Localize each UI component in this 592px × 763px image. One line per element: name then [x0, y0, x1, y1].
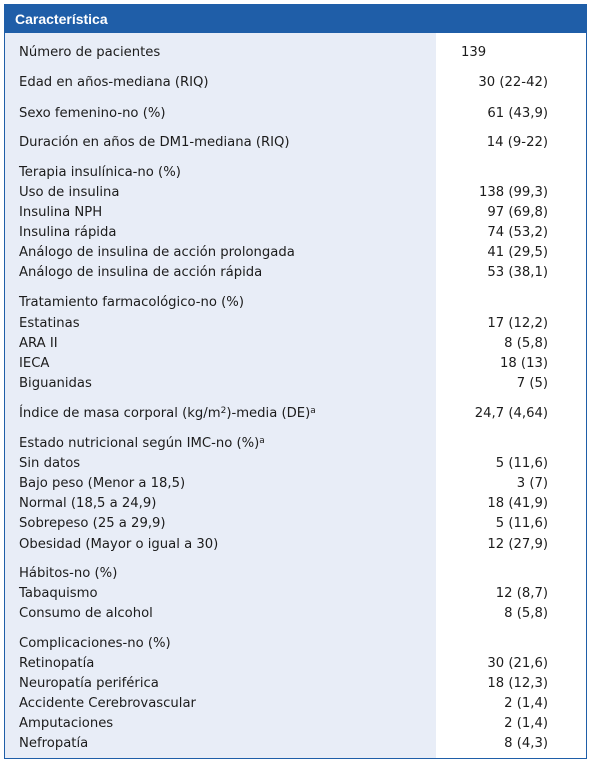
row-label: Edad en años-mediana (RIQ) [19, 75, 209, 90]
row-label: Insulina NPH [19, 205, 103, 220]
superscript: 2 [220, 406, 227, 416]
table-row [5, 734, 586, 754]
table-row [5, 374, 586, 394]
table-row [5, 654, 586, 674]
row-value: 2 (1,4) [504, 696, 548, 711]
row-value: 30 (22-42) [478, 75, 548, 90]
row-value: 8 (5,8) [504, 606, 548, 621]
row-value: 41 (29,5) [487, 245, 548, 260]
row-label: Nefropatía [19, 736, 89, 751]
table-row [5, 73, 586, 93]
row-label: Obesidad (Mayor o igual a 30) [19, 537, 219, 552]
row-label: Bajo peso (Menor a 18,5) [19, 476, 186, 491]
row-label: Análogo de insulina de acción prolongada [19, 245, 295, 260]
footnote-marker: a [259, 436, 265, 446]
row-label: Número de pacientes [19, 45, 161, 60]
table-row [5, 354, 586, 374]
row-label: ARA II [19, 336, 58, 351]
row-label: Terapia insulínica-no (%) [19, 165, 181, 180]
table-row [5, 243, 586, 263]
table-row [5, 163, 586, 183]
table-row [5, 434, 586, 454]
table-row [5, 584, 586, 604]
row-value: 5 (11,6) [495, 516, 548, 531]
table-row [5, 263, 586, 283]
row-label: IECA [19, 356, 50, 371]
row-label: Sobrepeso (25 a 29,9) [19, 516, 166, 531]
row-value: 7 (5) [516, 376, 548, 391]
row-label: Amputaciones [19, 716, 114, 731]
table-row [5, 183, 586, 203]
table-row [5, 223, 586, 243]
table-row [5, 494, 586, 514]
row-label: Insulina rápida [19, 225, 117, 240]
row-label: Estatinas [19, 316, 80, 331]
row-value: 3 (7) [516, 476, 548, 491]
table-row [5, 514, 586, 534]
row-label: Neuropatía periférica [19, 676, 159, 691]
table-row [5, 714, 586, 734]
table-row [5, 43, 586, 63]
table-row [5, 293, 586, 313]
row-value: 14 (9-22) [486, 135, 548, 150]
table-row [5, 334, 586, 354]
row-value: 8 (5,8) [504, 336, 548, 351]
table-header: Característica [5, 5, 586, 33]
table-row [5, 454, 586, 474]
row-value: 139 [461, 45, 487, 60]
row-value: 18 (12,3) [487, 676, 548, 691]
row-label: Sexo femenino-no (%) [19, 106, 166, 121]
table-row [5, 564, 586, 584]
table-row [5, 474, 586, 494]
table-row [5, 404, 586, 424]
row-label: Tratamiento farmacológico-no (%) [19, 295, 244, 310]
table-body [5, 33, 586, 758]
row-label: Consumo de alcohol [19, 606, 153, 621]
row-label: Uso de insulina [19, 185, 120, 200]
row-value: 61 (43,9) [487, 106, 548, 121]
row-value: 138 (99,3) [478, 185, 548, 200]
table-row [5, 674, 586, 694]
row-label: Duración en años de DM1-mediana (RIQ) [19, 135, 290, 150]
row-label: Índice de masa corporal $(kg/m^2)$-media (DE)$^a$ [19, 406, 316, 421]
table-row [5, 314, 586, 334]
footnote-marker: a [310, 406, 316, 416]
row-value: 8 (4,3) [504, 736, 548, 751]
table-row [5, 694, 586, 714]
table-row [5, 535, 586, 555]
row-label: Estado nutricional según IMC-no (%)$^a$ [19, 436, 265, 451]
characteristics-table [4, 4, 587, 759]
row-value: 17 (12,2) [487, 316, 548, 331]
table-row [5, 604, 586, 624]
row-label: Complicaciones-no (%) [19, 636, 171, 651]
row-label: Biguanidas [19, 376, 92, 391]
row-label: Análogo de insulina de acción rápida [19, 265, 263, 280]
row-value: 5 (11,6) [495, 456, 548, 471]
table-row [5, 203, 586, 223]
row-label: Hábitos-no (%) [19, 566, 118, 581]
row-value: 12 (27,9) [487, 537, 548, 552]
row-value: 2 (1,4) [504, 716, 548, 731]
row-value: 24,7 (4,64) [474, 406, 548, 421]
row-label: Normal (18,5 a 24,9) [19, 496, 157, 511]
row-value: 12 (8,7) [495, 586, 548, 601]
row-value: 18 (13) [499, 356, 548, 371]
table-row [5, 634, 586, 654]
row-label: Tabaquismo [19, 586, 98, 601]
row-value: 30 (21,6) [487, 656, 548, 671]
row-label: Accidente Cerebrovascular [19, 696, 196, 711]
row-value: 74 (53,2) [487, 225, 548, 240]
row-label: Retinopatía [19, 656, 95, 671]
table-row [5, 104, 586, 124]
row-value: 53 (38,1) [487, 265, 548, 280]
table-row [5, 133, 586, 153]
row-value: 97 (69,8) [487, 205, 548, 220]
row-label: Sin datos [19, 456, 81, 471]
row-value: 18 (41,9) [487, 496, 548, 511]
